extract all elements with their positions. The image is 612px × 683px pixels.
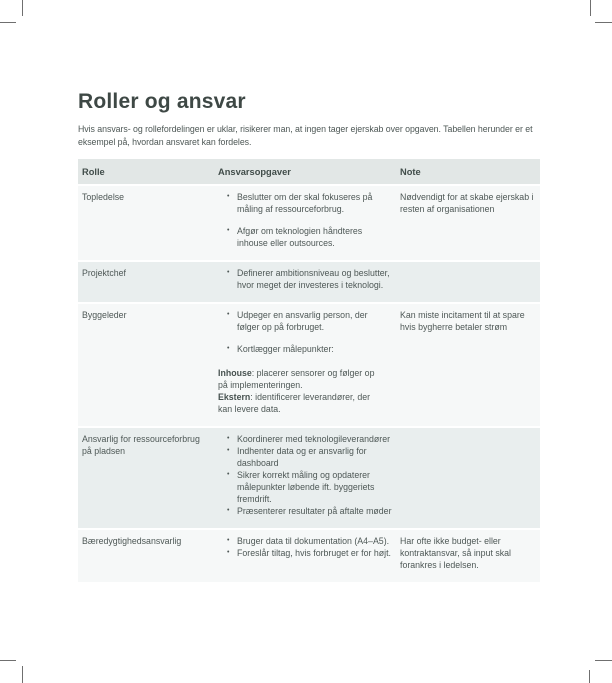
task-item: • Præsenterer resultater på aftalte møder — [218, 505, 392, 517]
role-cell: Ansvarlig for ressourceforbrug på pladsen — [82, 434, 200, 456]
task-list — [218, 433, 392, 517]
crop-mark-top-left-horizontal — [0, 22, 16, 23]
task-list — [218, 191, 392, 249]
note-cell: Kan miste incitament til at spare hvis bygherre betaler strøm — [400, 310, 525, 332]
role-cell: Byggeleder — [82, 310, 127, 320]
tasks-cell — [218, 262, 400, 302]
task-item: • Koordinerer med teknologileverandører — [218, 433, 392, 445]
crop-mark-bottom-left-vertical — [22, 666, 23, 683]
task-item: • Beslutter om der skal fokuseres på måling af ressourceforbrug. — [218, 191, 392, 215]
task-item: • Udpeger en ansvarlig person, der følger op på forbruget. — [218, 309, 392, 333]
task-item: • Afgør om teknologien håndteres inhouse eller outsources. — [218, 225, 392, 249]
column-header-rolle: Rolle — [82, 167, 105, 177]
task-list — [218, 267, 392, 291]
page-title: Roller og ansvar — [78, 90, 246, 113]
table-row — [78, 186, 540, 260]
tasks-cell — [218, 304, 400, 426]
table-row — [78, 428, 540, 528]
crop-mark-top-right-horizontal — [595, 22, 612, 23]
crop-mark-top-left-vertical — [22, 0, 23, 16]
note-cell: Nødvendigt for at skabe ejerskab i resten af organisationen — [400, 192, 534, 214]
task-item: • Sikrer korrekt måling og opdaterer målepunkter løbende ift. byggeriets fremdrift. — [218, 469, 392, 505]
task-item: • Definerer ambitionsniveau og beslutter, hvor meget der investeres i teknologi. — [218, 267, 392, 291]
crop-mark-top-right-vertical — [590, 0, 591, 16]
task-extra-paragraphs — [218, 367, 384, 415]
tasks-cell — [218, 530, 400, 582]
task-list — [218, 535, 392, 559]
crop-mark-bottom-left-horizontal — [0, 660, 16, 661]
role-cell: Projektchef — [82, 268, 127, 278]
intro-paragraph: Hvis ansvars- og rollefordelingen er uklar, risikerer man, at ingen tager ejerskab over opgaven. Tabellen herunder er et eksempel på, hvordan ansvaret kan fordeles. — [78, 124, 533, 147]
table-header-row — [78, 159, 540, 184]
table-body — [78, 186, 540, 582]
table-row — [78, 262, 540, 302]
note-cell — [400, 262, 540, 302]
note-cell: Har ofte ikke budget- eller kontraktansvar, så input skal forankres i ledelsen. — [400, 536, 511, 570]
task-extra-line: Inhouse: placerer sensorer og følger op på implementeringen. — [218, 368, 375, 390]
roles-table — [78, 159, 540, 582]
task-extra-line: Ekstern: identificerer leverandører, der kan levere data. — [218, 392, 371, 414]
tasks-cell — [218, 186, 400, 260]
task-item: • Foreslår tiltag, hvis forbruget er for højt. — [218, 547, 392, 559]
table-row — [78, 304, 540, 426]
table-row — [78, 530, 540, 582]
task-item: • Indhenter data og er ansvarlig for dashboard — [218, 445, 392, 469]
crop-mark-bottom-right-horizontal — [595, 660, 612, 661]
note-cell — [400, 428, 540, 528]
tasks-cell — [218, 428, 400, 528]
role-cell: Bæredygtighedsansvarlig — [82, 536, 182, 546]
task-item: • Kortlægger målepunkter: — [218, 343, 392, 355]
task-list — [218, 309, 392, 355]
crop-mark-bottom-right-vertical — [589, 670, 590, 683]
column-header-ansvarsopgaver: Ansvarsopgaver — [218, 167, 291, 177]
role-cell: Topledelse — [82, 192, 125, 202]
column-header-note: Note — [400, 167, 421, 177]
task-item: • Bruger data til dokumentation (A4–A5). — [218, 535, 392, 547]
